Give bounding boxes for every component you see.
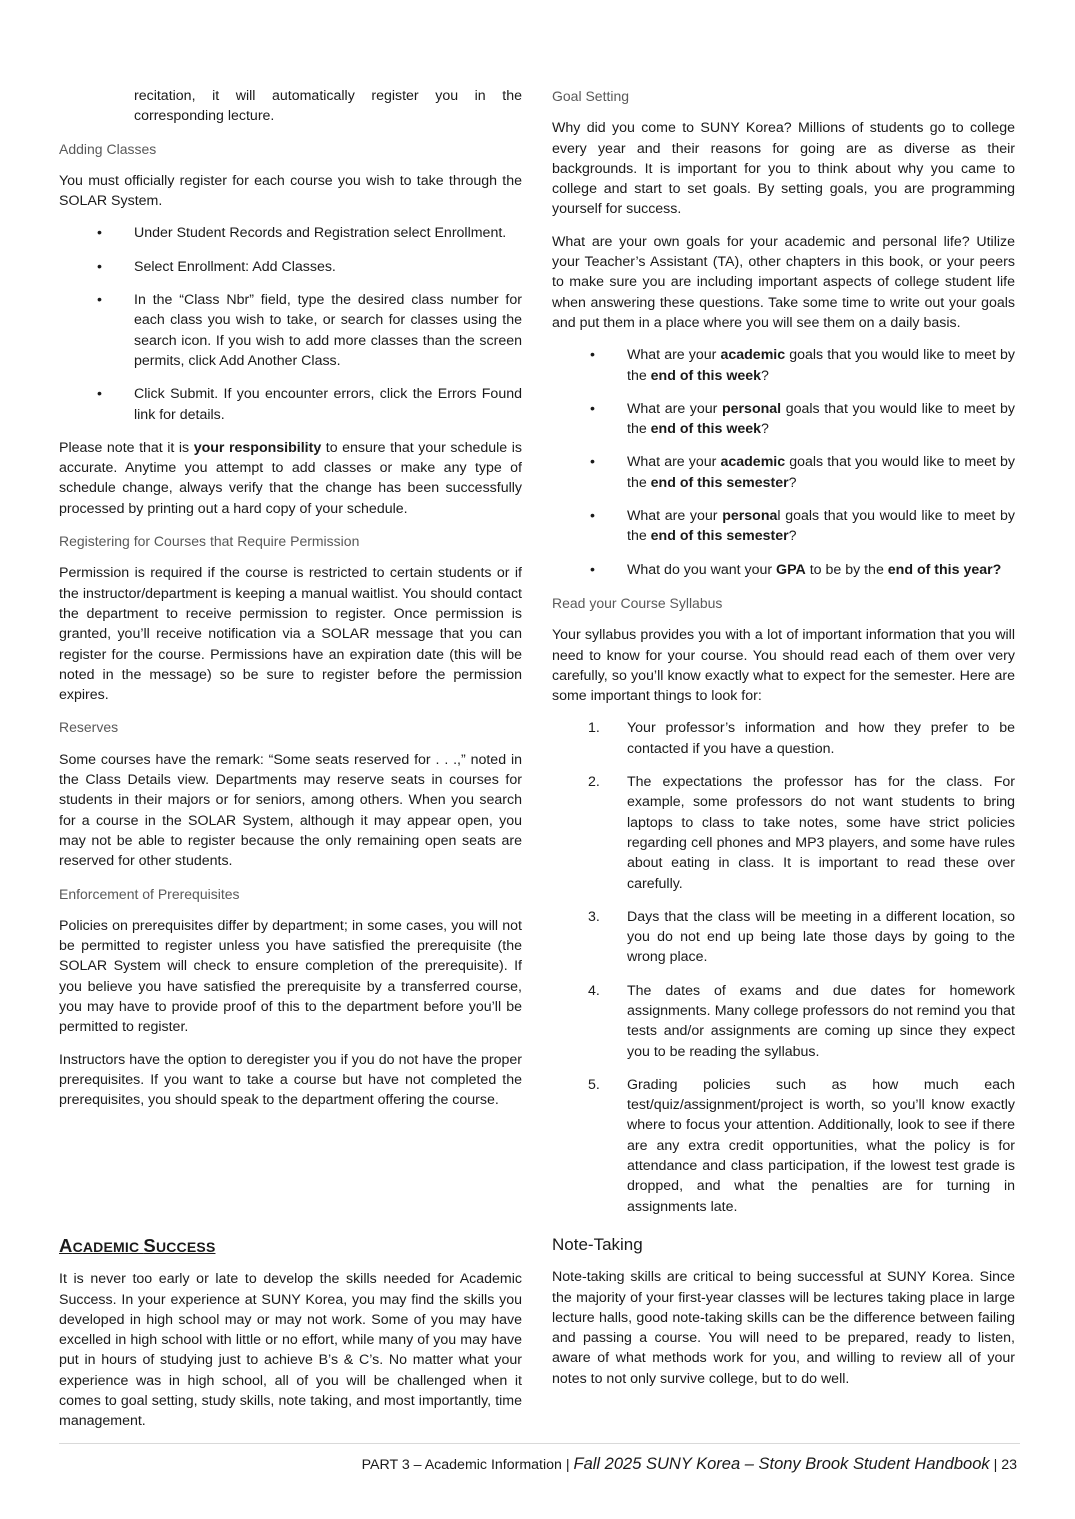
note-taking-text: Note-taking skills are critical to being successful at SUNY Korea. Since the majority of your first-year classes will be lectures taking place in large lecture halls, good note-taking skills can be the difference between failing and passing a course. You will need to be prepared, ready to listen, aware of what methods work for you, and willing to review all of your notes to not only survive college, but to do well. bbox=[552, 1269, 1015, 1387]
prereq-text-1: Policies on prerequisites differ by department; in some cases, you will not be permitted to register unless you have satisfied the prerequisite (the SOLAR System will check to ensure completion of the prerequisite). If you believe you have satisfied the prerequisite by a transferred course, you may have to provide proof of this to the department before you’ll be permitted to register. bbox=[59, 917, 522, 1036]
bullet-icon: • bbox=[590, 400, 595, 417]
goal-questions-list bbox=[552, 345, 1015, 580]
adding-classes-heading: Adding Classes bbox=[59, 140, 157, 157]
footer-divider bbox=[59, 1443, 1020, 1444]
academic-success-text: It is never too early or late to develop the skills needed for Academic Success. In your experience at SUNY Korea, you may find the skills you developed in high school may or may not work. Some of you may have excelled in high school with little or no effort, while many of you may have put in hours of studying just to achieve B’s & C’s. No matter what your experience was in high school, all of you will be challenged when it comes to goal setting, study skills, note taking, and most importantly, time management. bbox=[59, 1271, 522, 1430]
syllabus-text: Your syllabus provides you with a lot of important information that you will need to know for your course. You should read each of them over very carefully, so you’ll know exactly what to expect for the semester. Here are some important things to look for: bbox=[552, 627, 1015, 705]
adding-classes-text: You must officially register for each course you wish to take through the SOLAR System. bbox=[59, 172, 522, 210]
bullet-icon: • bbox=[97, 225, 102, 242]
prereq-text-2: Instructors have the option to deregister you if you do not have the proper prerequisites. If you want to take a course but have not completed the prerequisites, you should speak to the department offering the course. bbox=[59, 1051, 522, 1109]
recitation-continuation: recitation, it will automatically register you in the corresponding lecture. bbox=[134, 88, 522, 125]
list-number: 1. bbox=[588, 720, 600, 737]
note-taking-heading: Note-Taking bbox=[552, 1234, 643, 1254]
academic-success-section bbox=[59, 1236, 522, 1444]
prereq-heading: Enforcement of Prerequisites bbox=[59, 885, 240, 902]
bullet-icon: • bbox=[590, 508, 595, 525]
footer-part: PART 3 – Academic Information bbox=[361, 1457, 562, 1473]
goal-setting-text-2: What are your own goals for your academic and personal life? Utilize your Teacher’s Assistant (TA), other chapters in this book, or your peers to make sure you are including important aspects of college student life when answering these questions. Take some time to write out your goals and put them in a place where you will see them on a daily basis. bbox=[552, 233, 1015, 331]
list-item: • In the “Class Nbr” field, type the desired class number for each class you wish to take, or search for classes using the search icon. If you wish to add more classes than the screen permits, click Add Another Class. bbox=[97, 292, 522, 369]
bullet-icon: • bbox=[590, 347, 595, 364]
list-number: 5. bbox=[588, 1076, 600, 1093]
bullet-icon: • bbox=[590, 561, 595, 578]
page-footer: PART 3 – Academic Information | Fall 2025 SUNY Korea – Stony Brook Student Handbook | 23 bbox=[361, 1455, 1017, 1473]
responsibility-note: Please note that it is your responsibility to ensure that your schedule is accurate. Anytime you attempt to add classes or make any type of schedule change, always verify that the change has been successfully processed by printing out a hard copy of your schedule. bbox=[59, 439, 522, 517]
list-item: 1. Your professor’s information and how they prefer to be contacted if you have a question. bbox=[588, 720, 1015, 757]
list-item: • Under Student Records and Registration select Enrollment. bbox=[59, 223, 522, 243]
goal-setting-heading: Goal Setting bbox=[552, 88, 630, 104]
syllabus-heading: Read your Course Syllabus bbox=[552, 594, 723, 611]
list-item: • What are your personal goals that you would like to meet by the end of this semester? bbox=[590, 508, 1016, 545]
permission-text: Permission is required if the course is restricted to certain students or if the instructor/department is keeping a manual waitlist. You should contact the department to receive permission to register. Once permission is granted, you’ll receive notification via a SOLAR message that you can register for the course. Permissions have an expiration date (this will be noted in the message) so be sure to register before the permission expires. bbox=[59, 565, 522, 704]
right-column bbox=[552, 86, 1015, 1401]
list-item: • Click Submit. If you encounter errors, click the Errors Found link for details. bbox=[97, 386, 522, 423]
page-number: 23 bbox=[1001, 1457, 1017, 1473]
list-item: • Select Enrollment: Add Classes. bbox=[59, 257, 522, 277]
list-item: 3. Days that the class will be meeting in a different location, so you do not end up being late those days by going to the wrong place. bbox=[588, 908, 1015, 966]
list-item: 2. The expectations the professor has for the class. For example, some professors do not want students to bring laptops to class to take notes, some have strict policies regarding cell phones and MP3 players, and some have rules about eating in class. It is important to read these over carefully. bbox=[588, 774, 1015, 892]
bullet-icon: • bbox=[97, 386, 102, 403]
left-column bbox=[59, 86, 522, 1122]
academic-success-heading: ACADEMIC SUCCESS bbox=[59, 1235, 216, 1256]
list-item: • What do you want your GPA to be by the end of this year? bbox=[552, 560, 1015, 580]
list-item: • What are your personal goals that you would like to meet by the end of this week? bbox=[590, 400, 1015, 438]
bullet-icon: • bbox=[97, 258, 102, 275]
reserves-text: Some courses have the remark: “Some seats reserved for . . .,” noted in the Class Details view. Departments may reserve seats in courses for students in their majors or for seniors, among others. When you search for a course in the SOLAR System, although it may appear open, you may not be able to register because the only remaining open seats are reserved for other students. bbox=[59, 751, 522, 870]
list-number: 4. bbox=[588, 982, 600, 999]
bullet-icon: • bbox=[590, 454, 595, 471]
list-item: 4. The dates of exams and due dates for homework assignments. Many college professors do not remind you that tests and/or assignments are coming up since they expect you to be reading the syllabus. bbox=[588, 982, 1015, 1060]
permission-heading: Registering for Courses that Require Permission bbox=[59, 533, 360, 550]
syllabus-list bbox=[552, 718, 1015, 1217]
bullet-icon: • bbox=[97, 292, 102, 309]
goal-setting-text-1: Why did you come to SUNY Korea? Millions of students go to college every year and their reasons for going are as diverse as their backgrounds. It is important for you to think about why you came to college and start to set goals. By setting goals, you are programming yourself for success. bbox=[552, 120, 1015, 218]
list-number: 3. bbox=[588, 908, 600, 925]
footer-title: Fall 2025 SUNY Korea – Stony Brook Student Handbook bbox=[573, 1455, 990, 1473]
adding-classes-list bbox=[59, 223, 522, 424]
list-item: • What are your academic goals that you would like to meet by the end of this semester? bbox=[590, 454, 1015, 491]
list-item: 5. Grading policies such as how much each test/quiz/assignment/project is worth, so you’ll know exactly where to focus your attention. Additionally, look to see if there are any extra credit opportunities, what the policy is for attendance and class participation, if the lowest test grade is dropped, and what the penalties are for turning in assignments late. bbox=[588, 1076, 1015, 1215]
reserves-heading: Reserves bbox=[59, 719, 119, 736]
list-item: • What are your academic goals that you would like to meet by the end of this week? bbox=[590, 347, 1015, 384]
list-number: 2. bbox=[588, 774, 600, 791]
